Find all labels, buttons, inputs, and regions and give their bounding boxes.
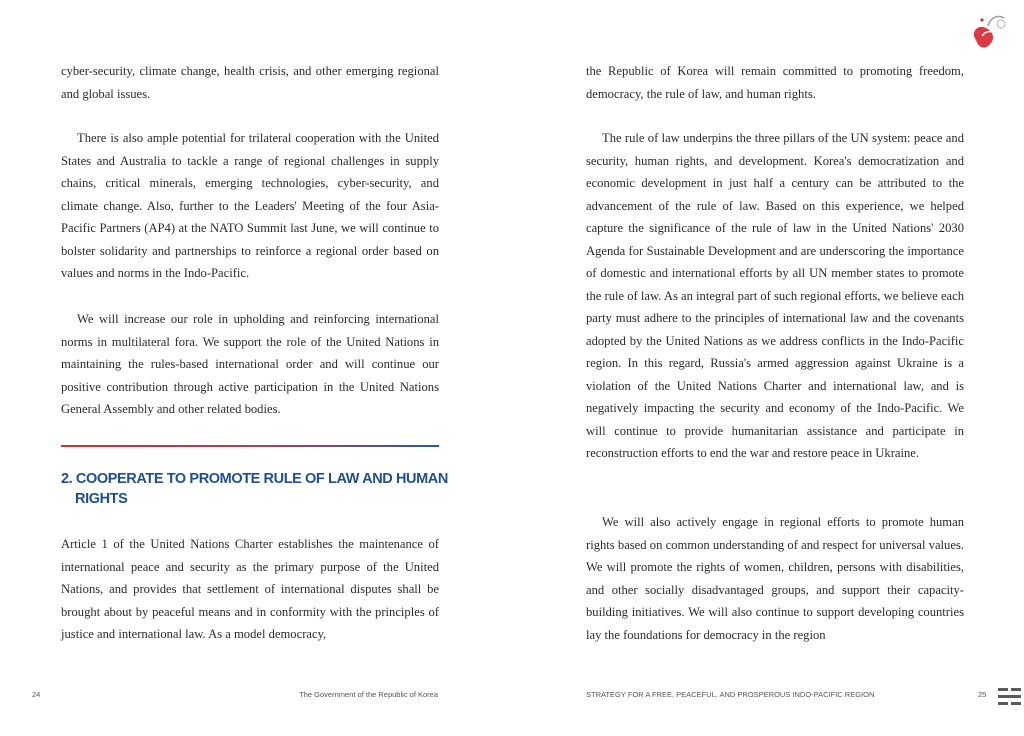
left-paragraph-1: cyber-security, climate change, health crisis, and other emerging regional and global issues. (61, 64, 439, 101)
right-paragraph-2: The rule of law underpins the three pillars of the UN system: peace and security, human rights, and development. Korea's democratization and economic development in just half a century can be attributed to the advancement of the rule of law. Based on this experience, we helped capture the significance of the rule of law in the United Nations' 2030 Agenda for Sustainable Development and are underscoring the importance of domestic and international efforts by all UN member states to promote the rule of law. As an integral part of such regional efforts, we believe each party must adhere to the principles of international law and the covenants adopted by the United Nations as we address conflicts in the Indo-Pacific region. In this regard, Russia's armed aggression against Ukraine is a violation of the United Nations Charter and international law, and is negatively impacting the security and economy of the Indo-Pacific. We will continue to provide humanitarian assistance and participate in reconstruction efforts to end the war and restore peace in Ukraine. (586, 131, 965, 460)
right-paragraph-1: the Republic of Korea will remain committed to promoting freedom, democracy, the rule of law, and human rights. (586, 64, 964, 101)
left-paragraph-2: There is also ample potential for trilateral cooperation with the United States and Australia to tackle a range of regional challenges in supply chains, critical minerals, emerging technologies, cyber-security, and climate change. Also, further to the Leaders' Meeting of the four Asia-Pacific Partners (AP4) at the NATO Summit last June, we will continue to bolster solidarity and partnerships to reinforce a regional order based on values and norms in the Indo-Pacific. (61, 131, 439, 280)
left-page-number: 24 (32, 690, 41, 699)
section-heading: 2. COOPERATE TO PROMOTE RULE OF LAW AND HUMAN RIGHTS (61, 471, 448, 507)
right-page-number: 25 (978, 690, 987, 699)
right-paragraph-3: We will also actively engage in regional efforts to promote human rights based on common understanding of and respect for universal values. We will promote the rights of women, children, persons with disabilities, and other socially disadvantaged groups, and support their capacity-building initiatives. We will also continue to support developing countries lay the foundations for democracy in the region (586, 515, 964, 642)
right-footer-text: STRATEGY FOR A FREE, PEACEFUL, AND PROSPEROUS INDO-PACIFIC REGION (586, 690, 875, 699)
left-footer-text: The Government of the Republic of Korea (299, 690, 438, 699)
left-paragraph-3: We will increase our role in upholding and reinforcing international norms in multilateral fora. We support the role of the United Nations in maintaining the rules-based international order and will continue our positive contribution through active participation in the United Nations General Assembly and other related bodies. (61, 312, 439, 416)
logo-icon (968, 10, 1012, 50)
pattern-icon (996, 686, 1024, 708)
section-divider (61, 445, 439, 447)
left-paragraph-4: Article 1 of the United Nations Charter establishes the maintenance of international peace and security as the primary purpose of the United Nations, and provides that settlement of international disputes shall be brought about by peaceful means and in conformity with the principles of justice and international law. As a model democracy, (61, 537, 439, 641)
